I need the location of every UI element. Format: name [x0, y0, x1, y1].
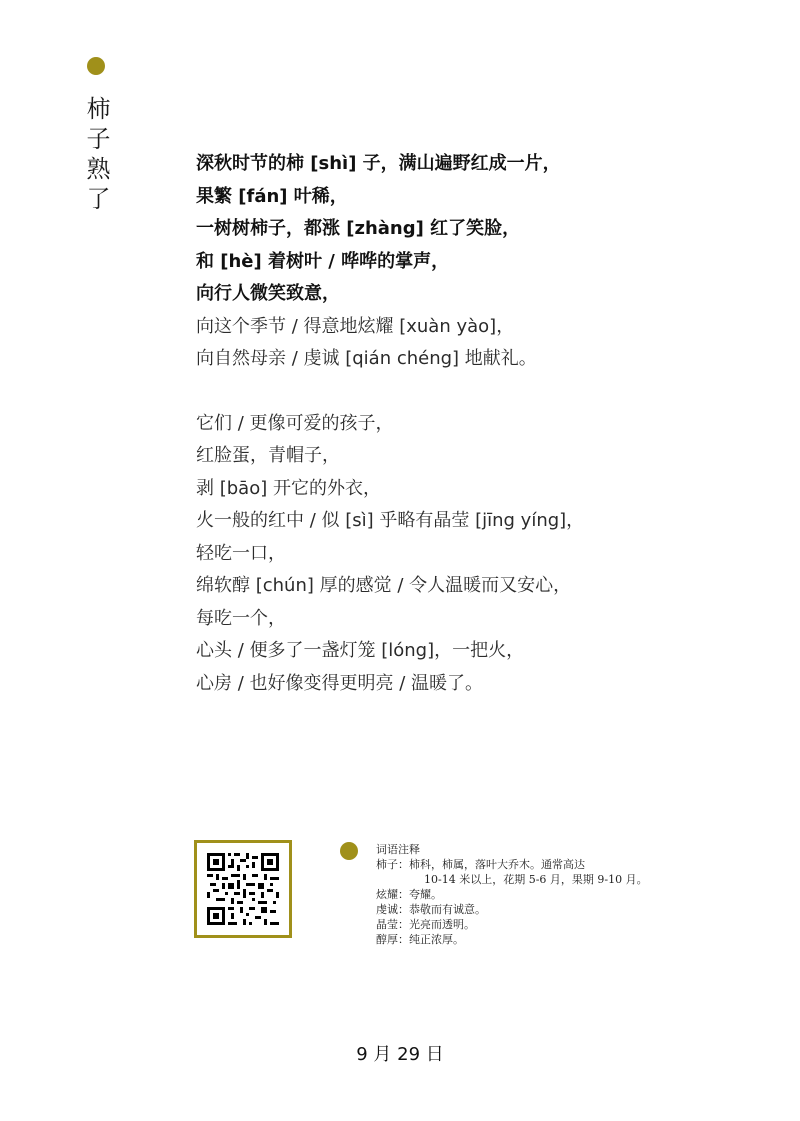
- glossary-entry: 晶莹：光亮而透明。: [376, 918, 475, 931]
- glossary-entry: 炫耀：夸耀。: [376, 888, 442, 901]
- stanza-gap: [196, 376, 756, 408]
- poem: [196, 148, 756, 700]
- poem-line: 向行人微笑致意，: [196, 283, 340, 304]
- title-dot: [87, 57, 105, 75]
- qr-code[interactable]: [194, 840, 292, 938]
- stanza-1-bold: [196, 148, 756, 311]
- glossary-entry: 虔诚：恭敬而有诚意。: [376, 903, 486, 916]
- poem-line: 它们 / 更像可爱的孩子，: [196, 412, 394, 434]
- glossary-entry: 柿子：柿科，柿属，落叶大乔木。通常高达: [376, 858, 585, 871]
- page-title: 柿子熟了: [82, 96, 110, 216]
- poem-line: 向自然母亲 / 虔诚 [qián chéng] 地献礼。: [196, 348, 537, 369]
- glossary-dot: [340, 842, 358, 860]
- poem-line: 绵软醇 [chún] 厚的感觉 / 令人温暖而又安心，: [196, 575, 572, 596]
- qr-code-icon: [207, 853, 279, 925]
- poem-line: 每吃一个，: [196, 607, 286, 629]
- poem-line: 一树树柿子，都涨 [zhàng] 红了笑脸，: [196, 218, 521, 239]
- poem-line: 和 [hè] 着树叶 / 哗哗的掌声，: [196, 250, 450, 272]
- poem-line: 深秋时节的柿 [shì] 子，满山遍野红成一片，: [196, 153, 561, 174]
- poem-line: 向这个季节 / 得意地炫耀 [xuàn yào]，: [196, 315, 515, 337]
- glossary: [376, 842, 706, 947]
- glossary-heading: 词语注释: [376, 843, 420, 856]
- poem-line: 心房 / 也好像变得更明亮 / 温暖了。: [196, 672, 484, 694]
- poem-line: 剥 [bāo] 开它的外衣，: [196, 477, 381, 499]
- glossary-entry-continuation: 10-14 米以上，花期 5-6 月，果期 9-10 月。: [424, 873, 648, 886]
- poem-line: 红脸蛋，青帽子，: [196, 445, 340, 466]
- glossary-entry: 醇厚：纯正浓厚。: [376, 933, 464, 946]
- stanza-2: [196, 408, 756, 701]
- stanza-1-light: [196, 311, 756, 376]
- poem-line: 轻吃一口，: [196, 542, 286, 564]
- poem-line: 果繁 [fán] 叶稀，: [196, 185, 348, 207]
- poem-line: 火一般的红中 / 似 [sì] 乎略有晶莹 [jīng yíng]，: [196, 510, 585, 531]
- poem-line: 心头 / 便多了一盏灯笼 [lóng]，一把火，: [196, 640, 525, 661]
- page-date: 9 月 29 日: [356, 1044, 444, 1065]
